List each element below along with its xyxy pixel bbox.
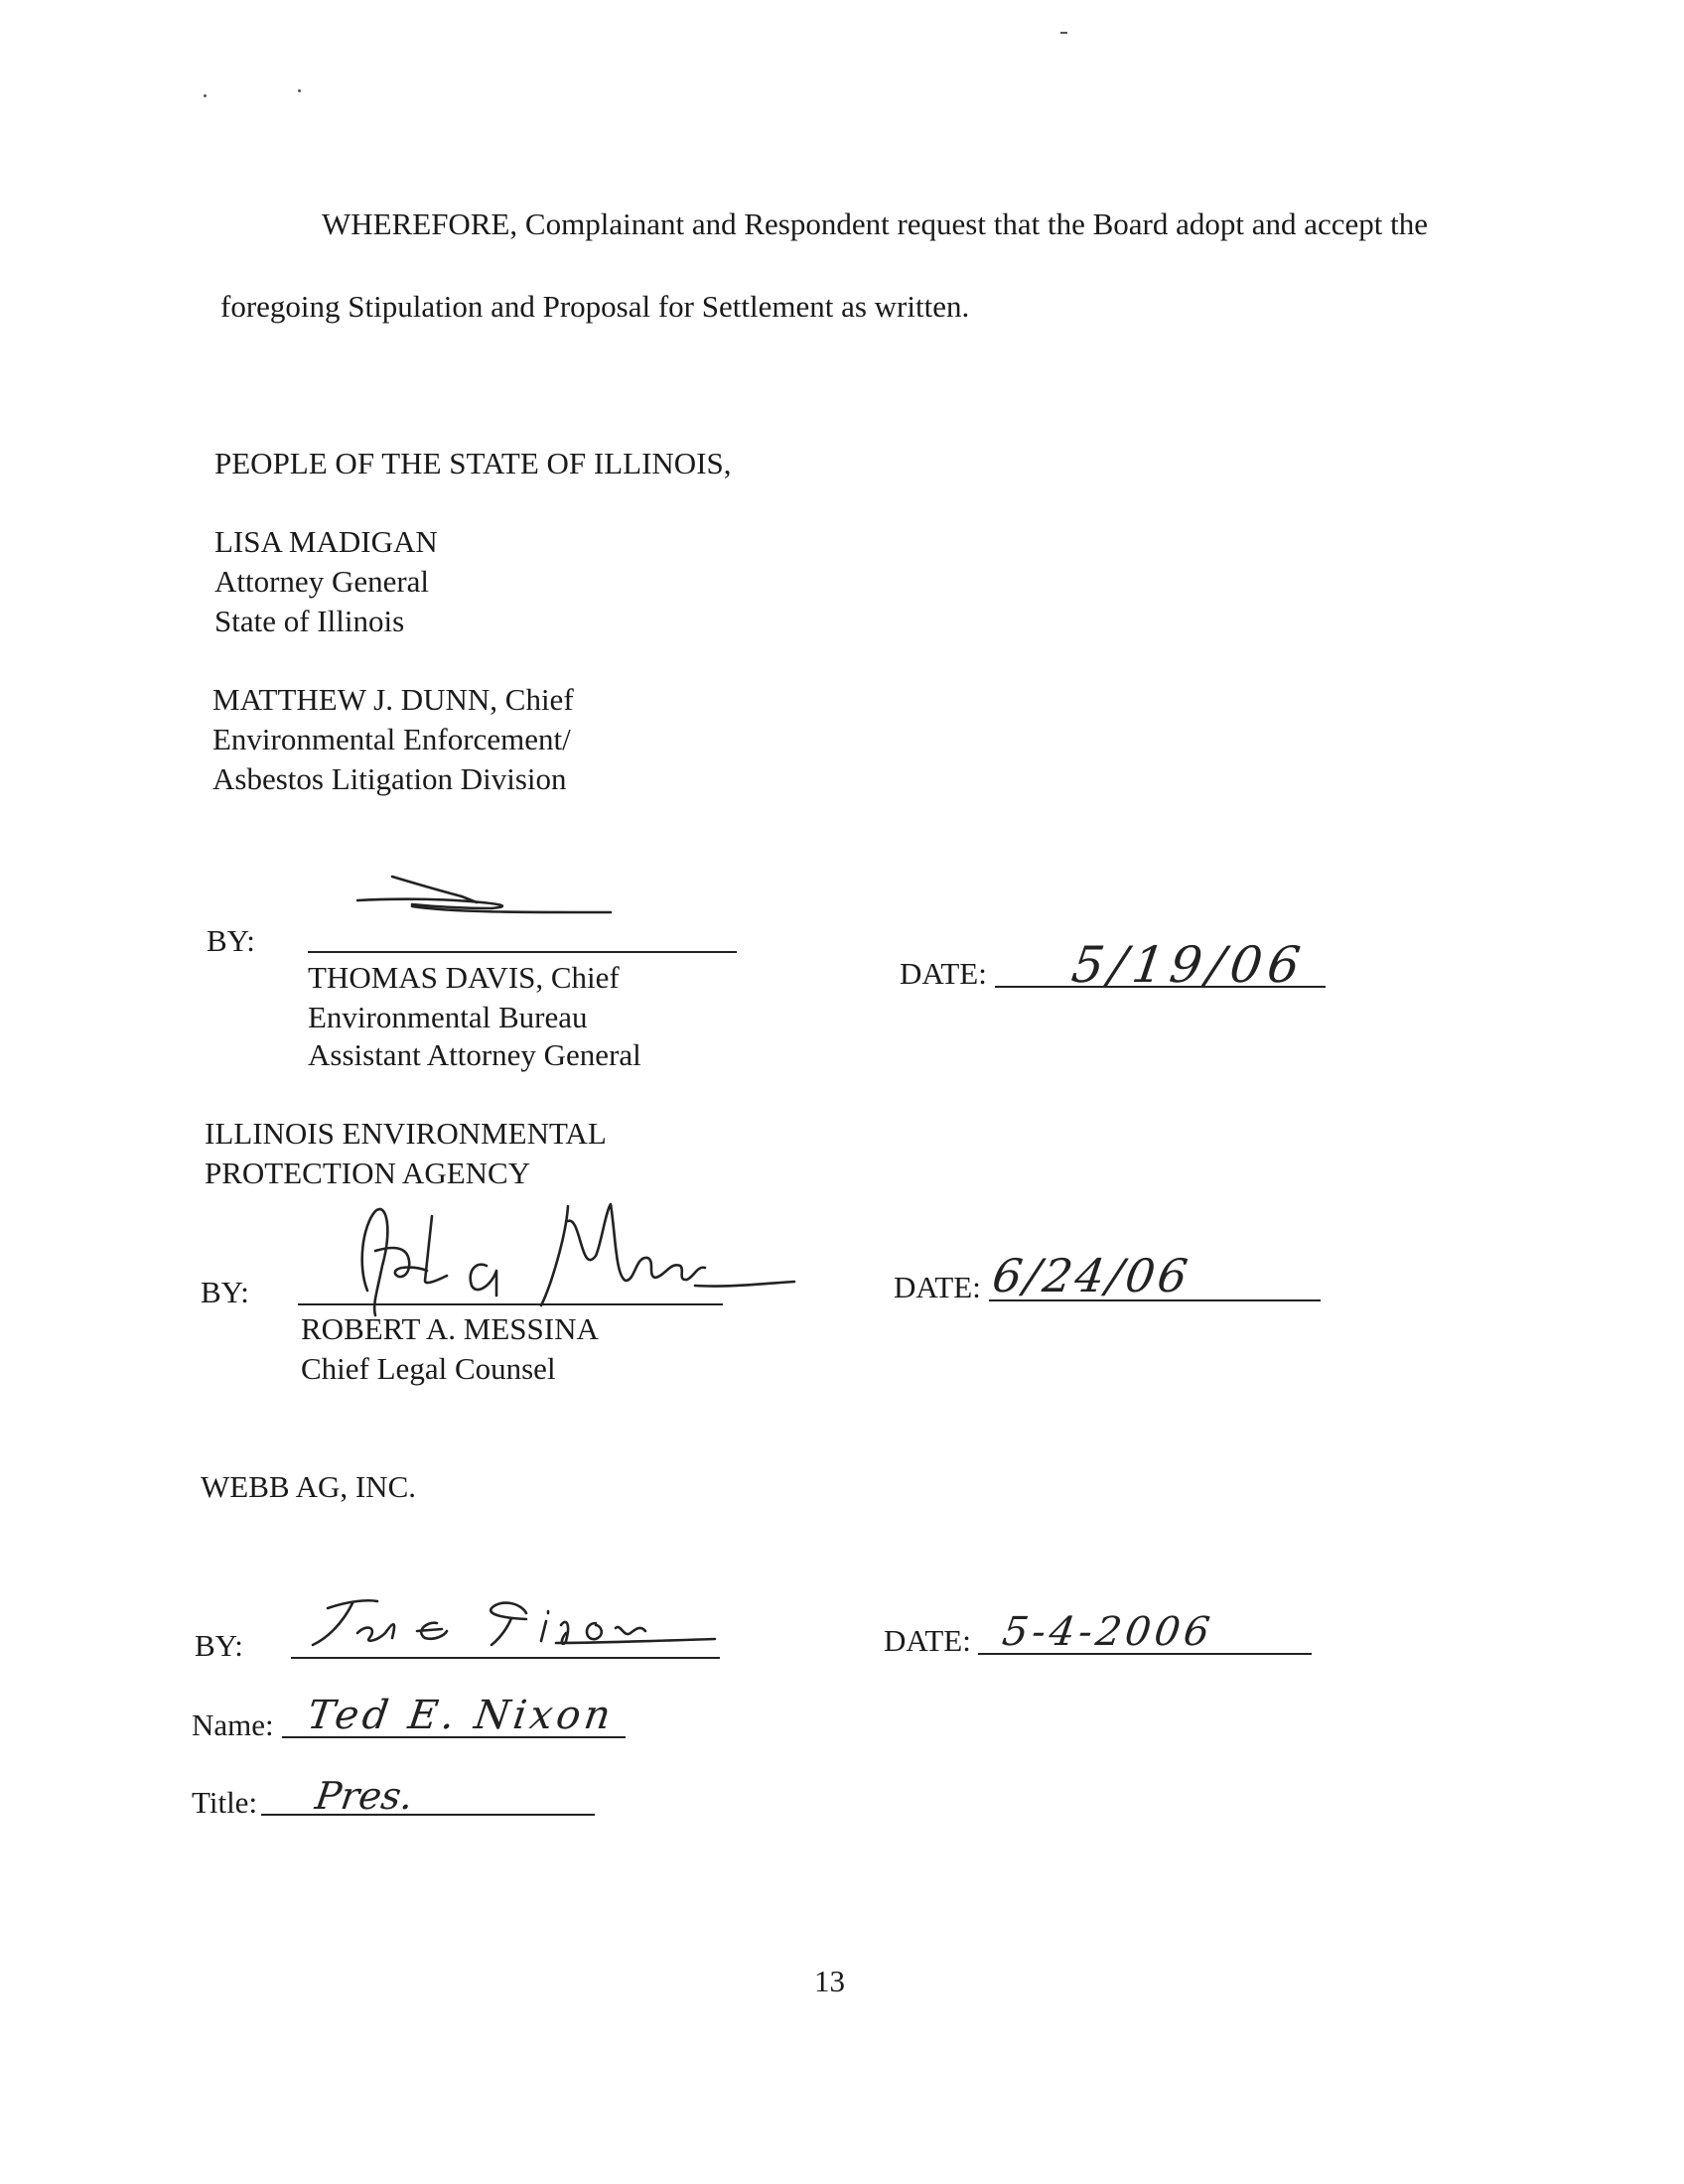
agency-line-1: ILLINOIS ENVIRONMENTAL [205, 1116, 607, 1151]
nixon-signature [298, 1583, 745, 1653]
page-number: 13 [814, 1964, 845, 1998]
scan-speck [298, 89, 301, 92]
title-value: Pres. [312, 1774, 416, 1818]
agency-line-2: PROTECTION AGENCY [205, 1156, 531, 1190]
davis-signature [352, 869, 611, 928]
attorney-general-state: State of Illinois [214, 604, 405, 638]
davis-line-3: Assistant Attorney General [308, 1037, 641, 1072]
attorney-general-title: Attorney General [214, 564, 430, 599]
signature-line-messina [298, 1303, 723, 1305]
name-label: Name: [192, 1707, 274, 1742]
paragraph-line-2: foregoing Stipulation and Proposal for Settlement as written. [220, 289, 970, 324]
davis-line-2: Environmental Bureau [308, 1000, 588, 1034]
division-line-1: Environmental Enforcement/ [212, 722, 571, 756]
division-line-2: Asbestos Litigation Division [212, 761, 567, 796]
messina-name: ROBERT A. MESSINA [301, 1311, 599, 1346]
by-label-messina: BY: [201, 1275, 249, 1309]
title-label: Title: [192, 1785, 258, 1820]
signature-line-nixon [291, 1657, 720, 1659]
messina-signature [338, 1196, 794, 1325]
messina-title: Chief Legal Counsel [301, 1351, 556, 1386]
date-label-messina: DATE: [894, 1270, 981, 1304]
date-label-davis: DATE: [900, 956, 987, 991]
davis-name: THOMAS DAVIS, Chief [308, 960, 620, 995]
date-label-nixon: DATE: [884, 1623, 971, 1658]
date-value-davis: 5/19/06 [1067, 936, 1310, 994]
signature-line-davis [308, 951, 737, 953]
division-chief-name: MATTHEW J. DUNN, Chief [212, 682, 574, 717]
title-line [261, 1814, 595, 1816]
paragraph-line-1: WHEREFORE, Complainant and Respondent request that the Board adopt and accept the [322, 206, 1429, 241]
date-value-messina: 6/24/06 [989, 1249, 1194, 1302]
respondent-party: WEBB AG, INC. [201, 1469, 416, 1504]
date-value-nixon: 5-4-2006 [999, 1609, 1216, 1655]
by-label-nixon: BY: [195, 1628, 243, 1663]
by-label-davis: BY: [207, 923, 255, 958]
scan-speck [1060, 32, 1067, 34]
attorney-general-name: LISA MADIGAN [214, 524, 438, 559]
complainant-party: PEOPLE OF THE STATE OF ILLINOIS, [214, 446, 732, 480]
scan-speck [204, 94, 207, 97]
name-value: Ted E. Nixon [304, 1693, 618, 1738]
